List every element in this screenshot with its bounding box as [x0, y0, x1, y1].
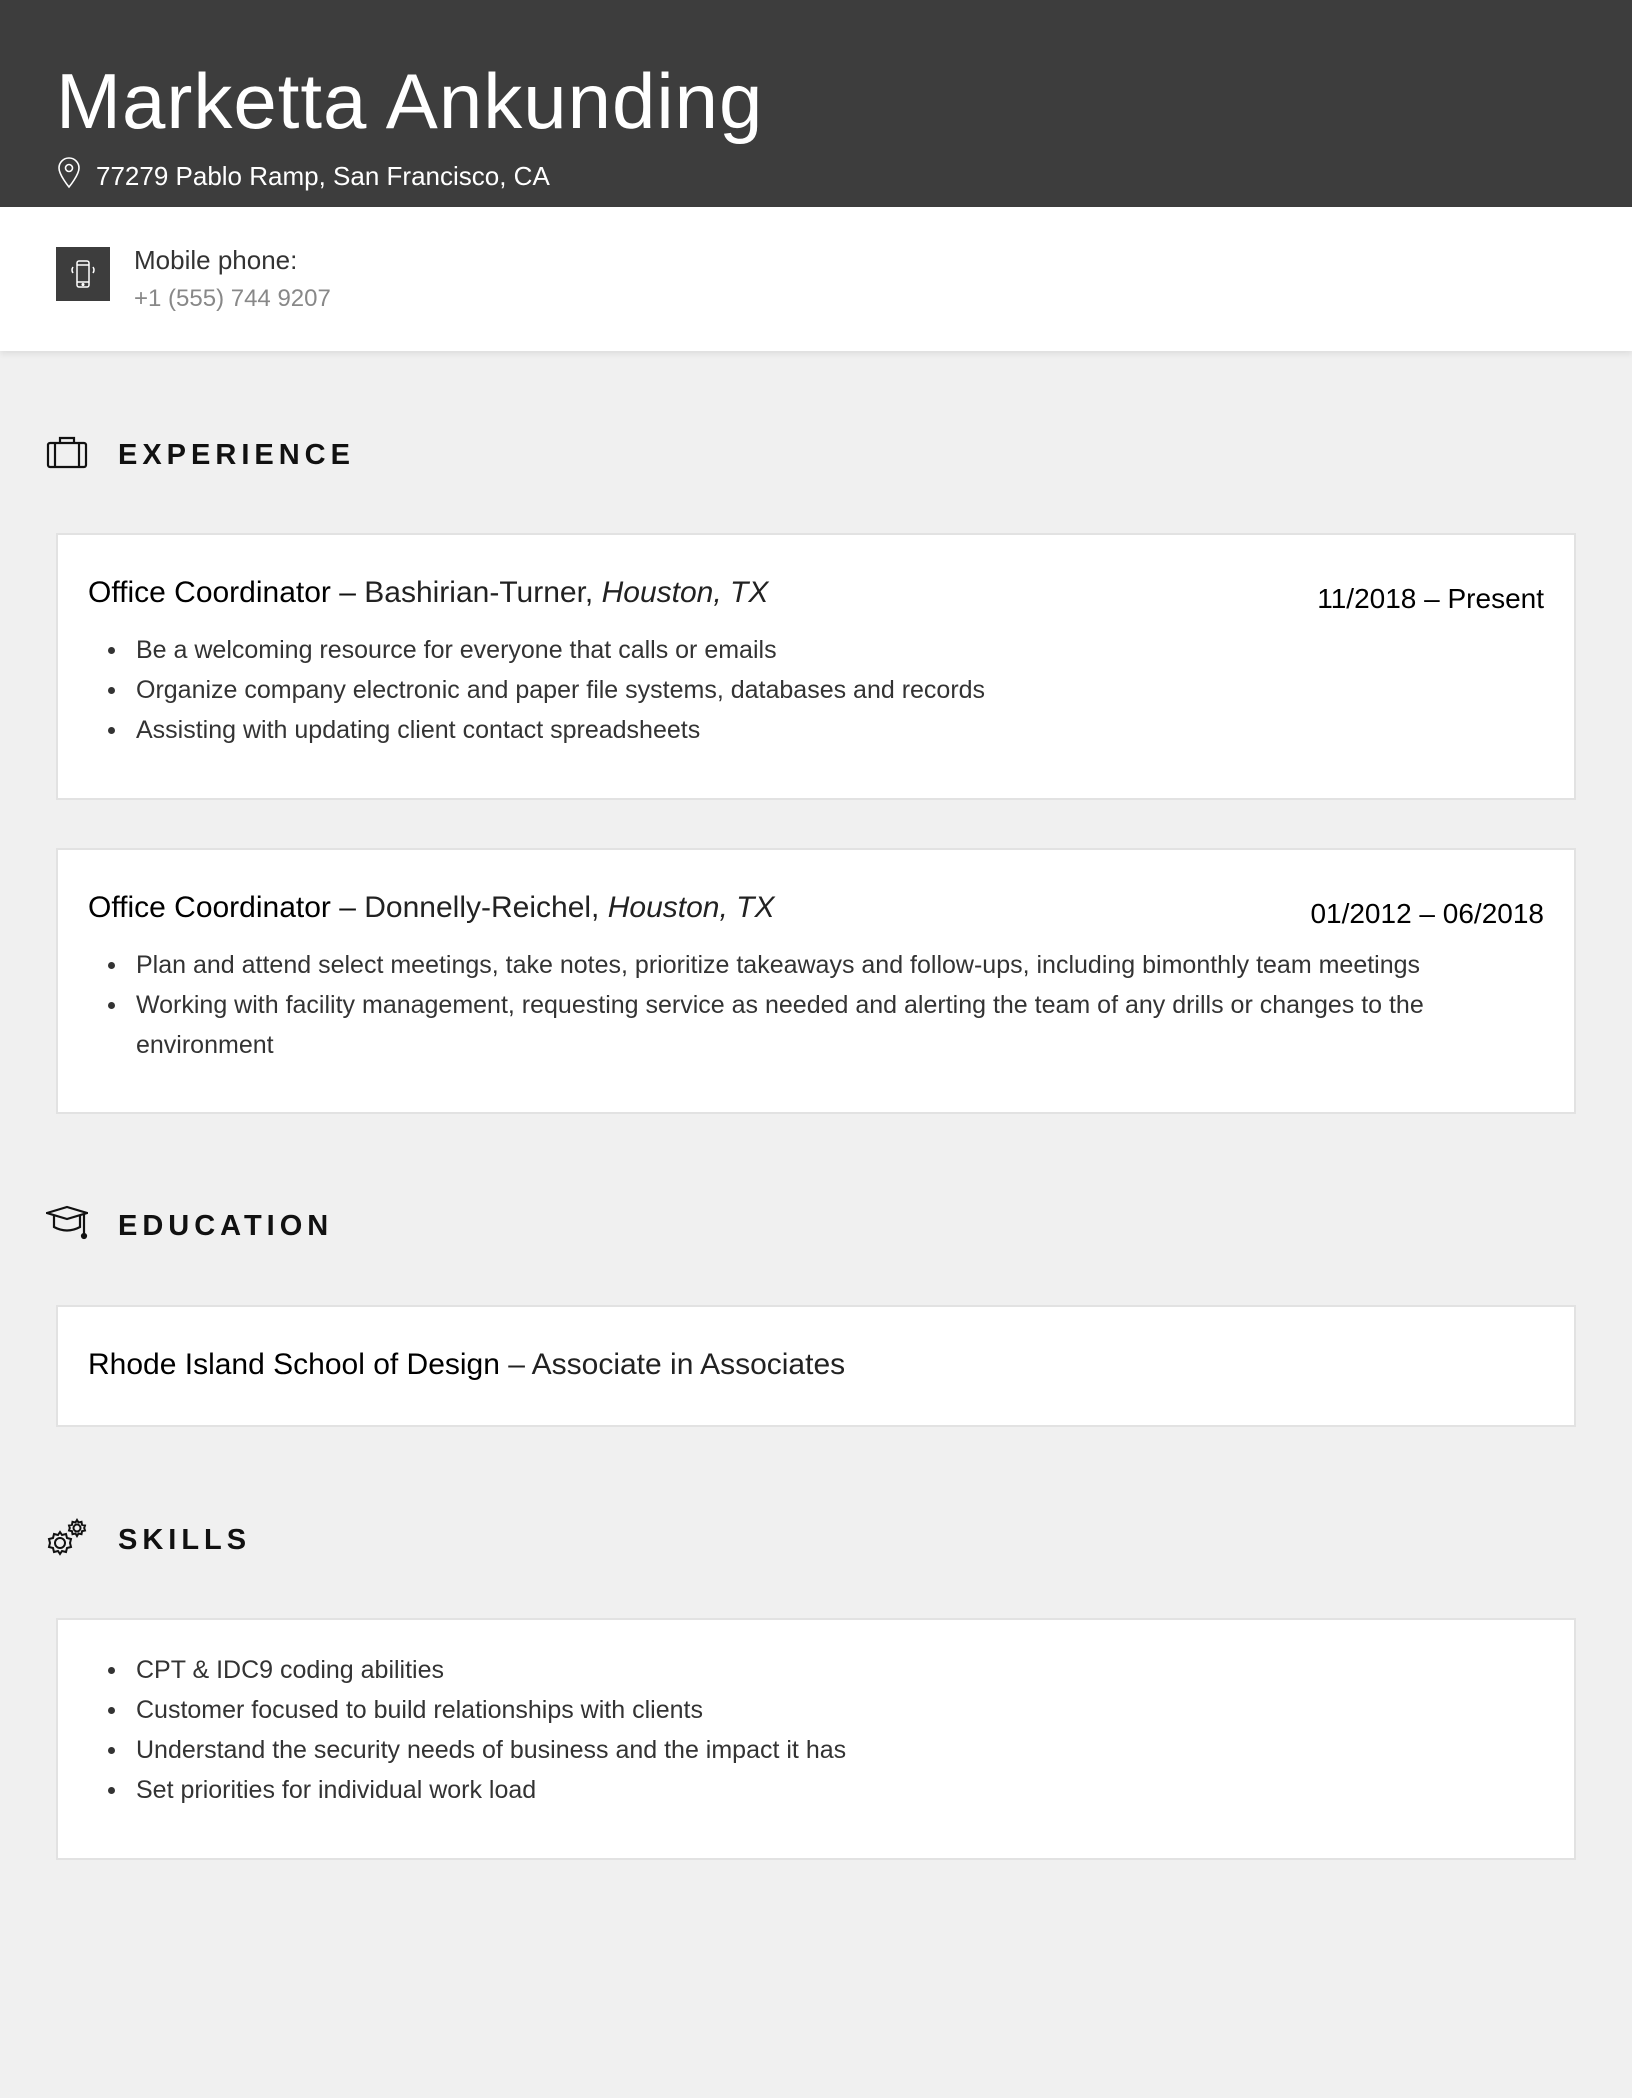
list-item: Customer focused to build relationships with clients	[136, 1690, 1514, 1730]
job-duties-list	[136, 945, 1514, 1065]
section-title-skills: SKILLS	[118, 1523, 252, 1556]
list-item: Working with facility management, requesting service as needed and alerting the team of any drills or changes to the environment	[136, 985, 1514, 1065]
address-line	[56, 156, 550, 196]
experience-card	[56, 533, 1576, 800]
graduation-cap-icon	[46, 1203, 88, 1250]
candidate-name: Marketta Ankunding	[56, 57, 764, 145]
phone-number: +1 (555) 744 9207	[134, 285, 331, 312]
section-title-education: EDUCATION	[118, 1209, 334, 1242]
map-pin-icon	[56, 157, 82, 196]
job-company: Donnelly-Reichel,	[364, 891, 608, 924]
school-name: Rhode Island School of Design	[88, 1348, 500, 1381]
education-heading	[46, 1201, 333, 1251]
degree-name: Associate in Associates	[531, 1348, 846, 1381]
education-separator: –	[499, 1348, 532, 1381]
briefcase-icon	[46, 432, 88, 479]
gears-icon	[46, 1517, 88, 1564]
mobile-phone-icon	[56, 247, 110, 301]
skills-heading	[46, 1515, 251, 1565]
job-location: Houston, TX	[601, 576, 769, 609]
skills-card	[56, 1618, 1576, 1860]
contact-bar	[0, 207, 1632, 351]
list-item: Set priorities for individual work load	[136, 1770, 1514, 1810]
list-item: Plan and attend select meetings, take notes, prioritize takeaways and follow-ups, including bimonthly team meetings	[136, 945, 1514, 985]
job-location: Houston, TX	[607, 891, 775, 924]
job-heading	[88, 888, 774, 928]
phone-label: Mobile phone:	[134, 245, 298, 275]
job-separator: –	[330, 576, 365, 609]
list-item: Understand the security needs of business and the impact it has	[136, 1730, 1514, 1770]
list-item: Assisting with updating client contact spreadsheets	[136, 710, 1514, 750]
resume-header	[0, 0, 1632, 207]
job-dates: 01/2012 – 06/2018	[1310, 898, 1544, 929]
job-duties-list	[136, 630, 1514, 750]
job-dates: 11/2018 – Present	[1317, 583, 1544, 614]
list-item: Be a welcoming resource for everyone that calls or emails	[136, 630, 1514, 670]
job-company: Bashirian-Turner,	[364, 576, 602, 609]
address-text: 77279 Pablo Ramp, San Francisco, CA	[96, 160, 550, 191]
job-separator: –	[330, 891, 365, 924]
skills-list	[136, 1650, 1514, 1810]
job-heading	[88, 573, 768, 613]
education-entry	[88, 1345, 845, 1385]
experience-card	[56, 848, 1576, 1114]
list-item: CPT & IDC9 coding abilities	[136, 1650, 1514, 1690]
section-title-experience: EXPERIENCE	[118, 438, 355, 471]
job-title: Office Coordinator	[88, 576, 331, 609]
education-card	[56, 1305, 1576, 1427]
list-item: Organize company electronic and paper file systems, databases and records	[136, 670, 1514, 710]
job-title: Office Coordinator	[88, 891, 331, 924]
experience-heading	[46, 430, 355, 480]
